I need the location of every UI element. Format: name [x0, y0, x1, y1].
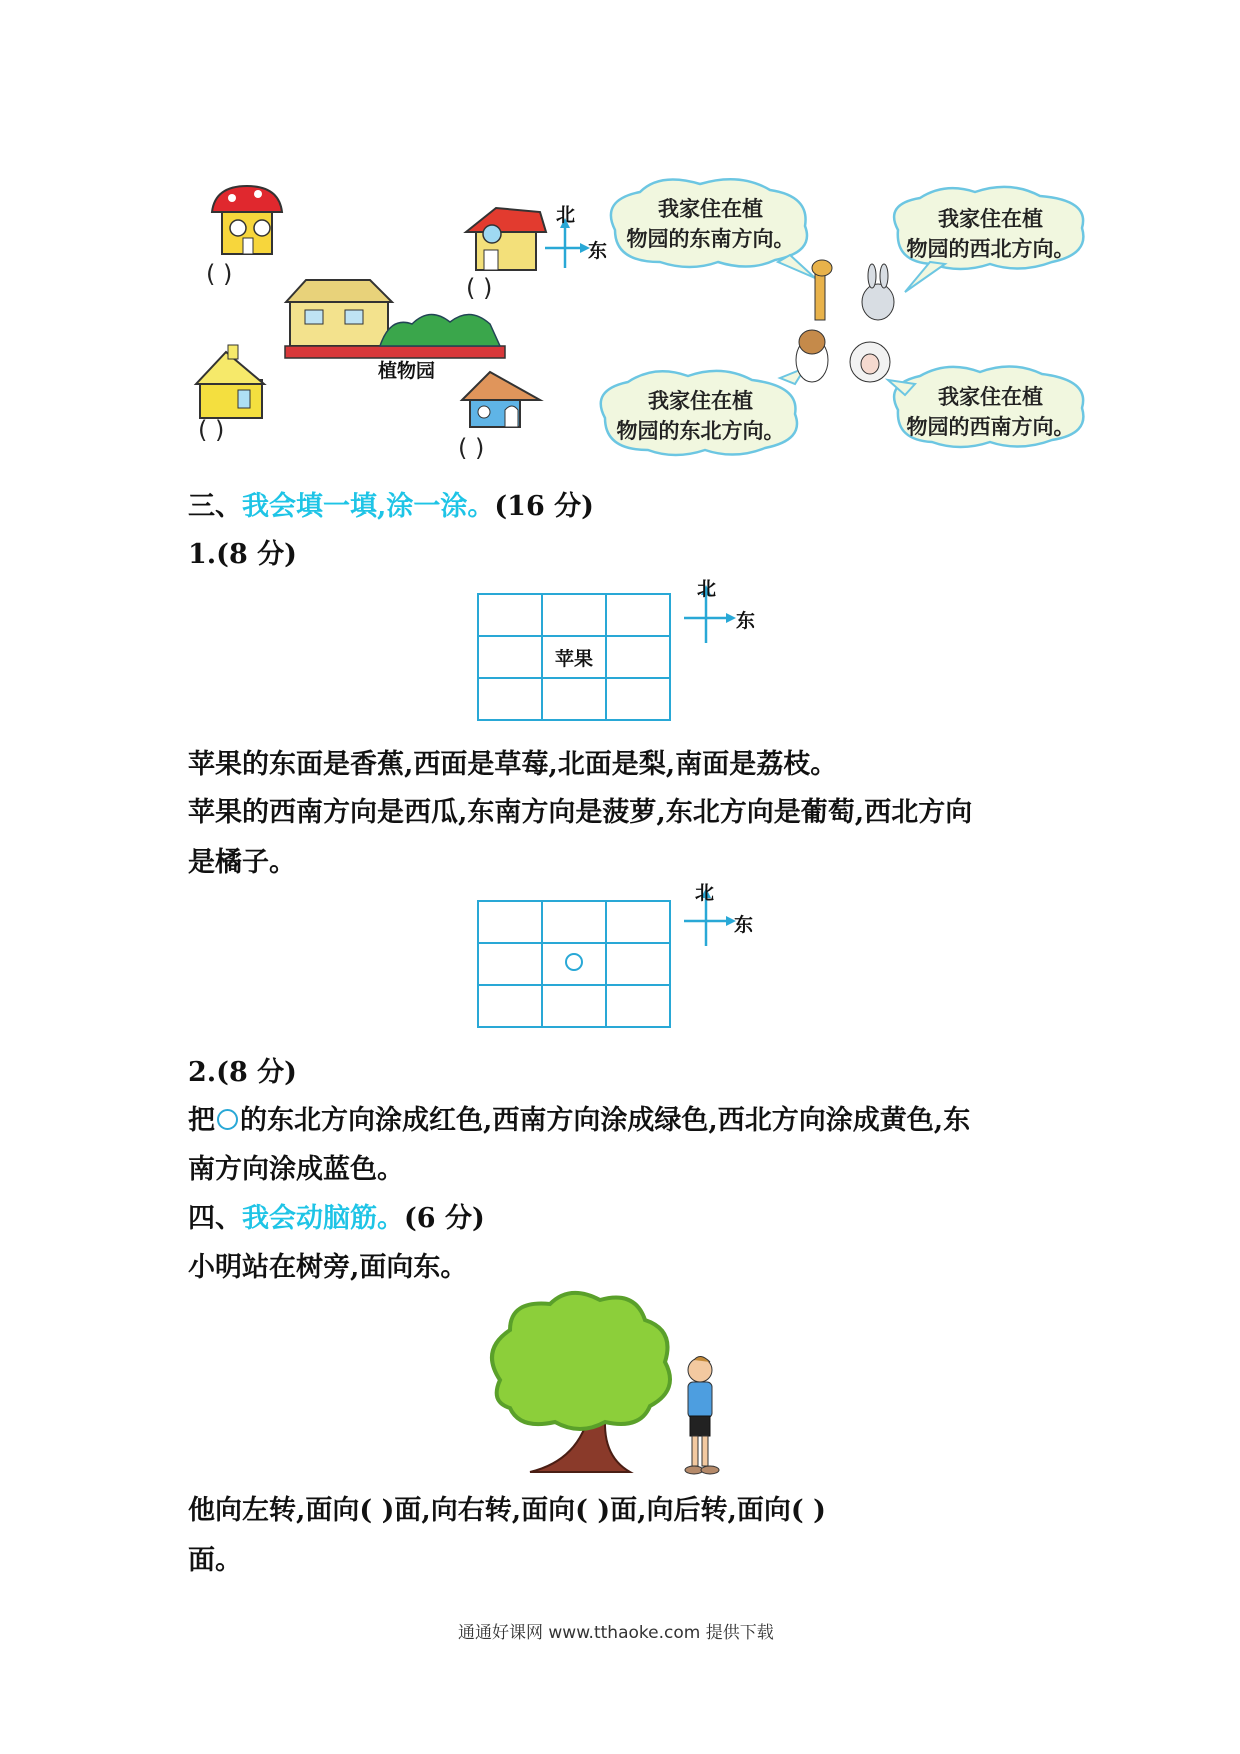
bubble-southwest: 我家住在植 物园的西南方向。 [906, 384, 1075, 439]
q1-compass-east: 东 [736, 610, 756, 632]
grid2-cell[interactable] [542, 985, 606, 1027]
section4-title: 我会动脑筋。 [242, 1203, 404, 1234]
grid1-cell[interactable] [606, 678, 670, 720]
garden-label: 植物园 [378, 360, 436, 382]
grid1-cell[interactable] [542, 594, 606, 636]
compass-north-label: 北 [556, 204, 576, 226]
q2-compass-north: 北 [695, 882, 715, 904]
section4-heading [188, 1196, 485, 1235]
grid2-center-cell [542, 943, 606, 985]
grid1-cell[interactable] [478, 594, 542, 636]
boy-icon [685, 1356, 719, 1474]
q1-label: 1.(8 分) [188, 539, 297, 570]
section3-heading [188, 484, 594, 523]
blue-house-icon [462, 372, 540, 427]
q2-text-2: 南方向涂成蓝色。 [188, 1154, 404, 1185]
grid2-cell[interactable] [478, 943, 542, 985]
rabbit-icon [862, 264, 894, 320]
fruit-grid-2 [477, 900, 671, 1028]
q2-text-start: 把 [188, 1105, 215, 1136]
page-footer: 通通好课网 www.tthaoke.com 提供下载 [458, 1623, 774, 1643]
bubble-northwest: 我家住在植 物园的西北方向。 [906, 206, 1075, 261]
circle-inline-icon [217, 1109, 238, 1130]
section4-prefix: 四、 [188, 1203, 242, 1234]
dog-icon [796, 330, 828, 382]
mushroom-house-icon [212, 186, 282, 254]
sheep-icon [850, 342, 890, 382]
q1-text-2: 苹果的西南方向是西瓜,东南方向是菠萝,东北方向是葡萄,西北方向 [188, 797, 973, 828]
q1-compass-north: 北 [697, 578, 717, 600]
grid1-cell[interactable] [606, 636, 670, 678]
q1-text-1: 苹果的东面是香蕉,西面是草莓,北面是梨,南面是荔枝。 [188, 749, 838, 780]
section4-answer-line-2: 面。 [188, 1545, 242, 1576]
q2-label: 2.(8 分) [188, 1057, 297, 1088]
grid2-cell[interactable] [478, 985, 542, 1027]
bubble-northeast: 我家住在植 物园的东北方向。 [616, 388, 785, 443]
yellow-house-icon [196, 345, 264, 418]
giraffe-icon [812, 260, 832, 320]
grid2-cell[interactable] [606, 943, 670, 985]
section3-prefix: 三、 [188, 491, 242, 522]
apple-label: 苹果 [554, 647, 593, 670]
fruit-grid-1 [477, 593, 671, 721]
bubble-southeast: 我家住在植 物园的东南方向。 [626, 196, 795, 251]
tree-icon [492, 1293, 670, 1472]
direction-figure [0, 0, 1240, 470]
grid2-cell[interactable] [606, 985, 670, 1027]
section4-score: (6 分) [404, 1203, 485, 1234]
answer-slot-bottom-center[interactable]: ( ) [458, 434, 485, 462]
grid1-cell[interactable] [478, 678, 542, 720]
q2-text-rest: 的东北方向涂成红色,西南方向涂成绿色,西北方向涂成黄色,东 [240, 1105, 971, 1136]
answer-slot-bottom-left[interactable]: ( ) [198, 416, 225, 444]
grid1-center-cell [542, 636, 606, 678]
compass-east-label: 东 [588, 240, 608, 262]
section4-answer-line-1: 他向左转,面向( )面,向右转,面向( )面,向后转,面向( ) [188, 1495, 826, 1526]
circle-marker-icon [565, 953, 583, 971]
q2-compass-east: 东 [734, 914, 754, 936]
red-roof-house-icon [466, 208, 546, 270]
grid1-cell[interactable] [606, 594, 670, 636]
grid2-cell[interactable] [478, 901, 542, 943]
answer-slot-top-left[interactable]: ( ) [206, 260, 233, 288]
grid2-cell[interactable] [542, 901, 606, 943]
grid1-cell[interactable] [542, 678, 606, 720]
tree-boy-illustration [480, 1290, 800, 1490]
section4-intro: 小明站在树旁,面向东。 [188, 1252, 468, 1283]
grid2-cell[interactable] [606, 901, 670, 943]
q2-text-1 [188, 1098, 970, 1137]
section3-score: (16 分) [494, 491, 594, 522]
q1-text-3: 是橘子。 [188, 847, 296, 878]
grid1-cell[interactable] [478, 636, 542, 678]
section3-title: 我会填一填,涂一涂。 [242, 491, 495, 522]
answer-slot-top-center[interactable]: ( ) [466, 274, 493, 302]
